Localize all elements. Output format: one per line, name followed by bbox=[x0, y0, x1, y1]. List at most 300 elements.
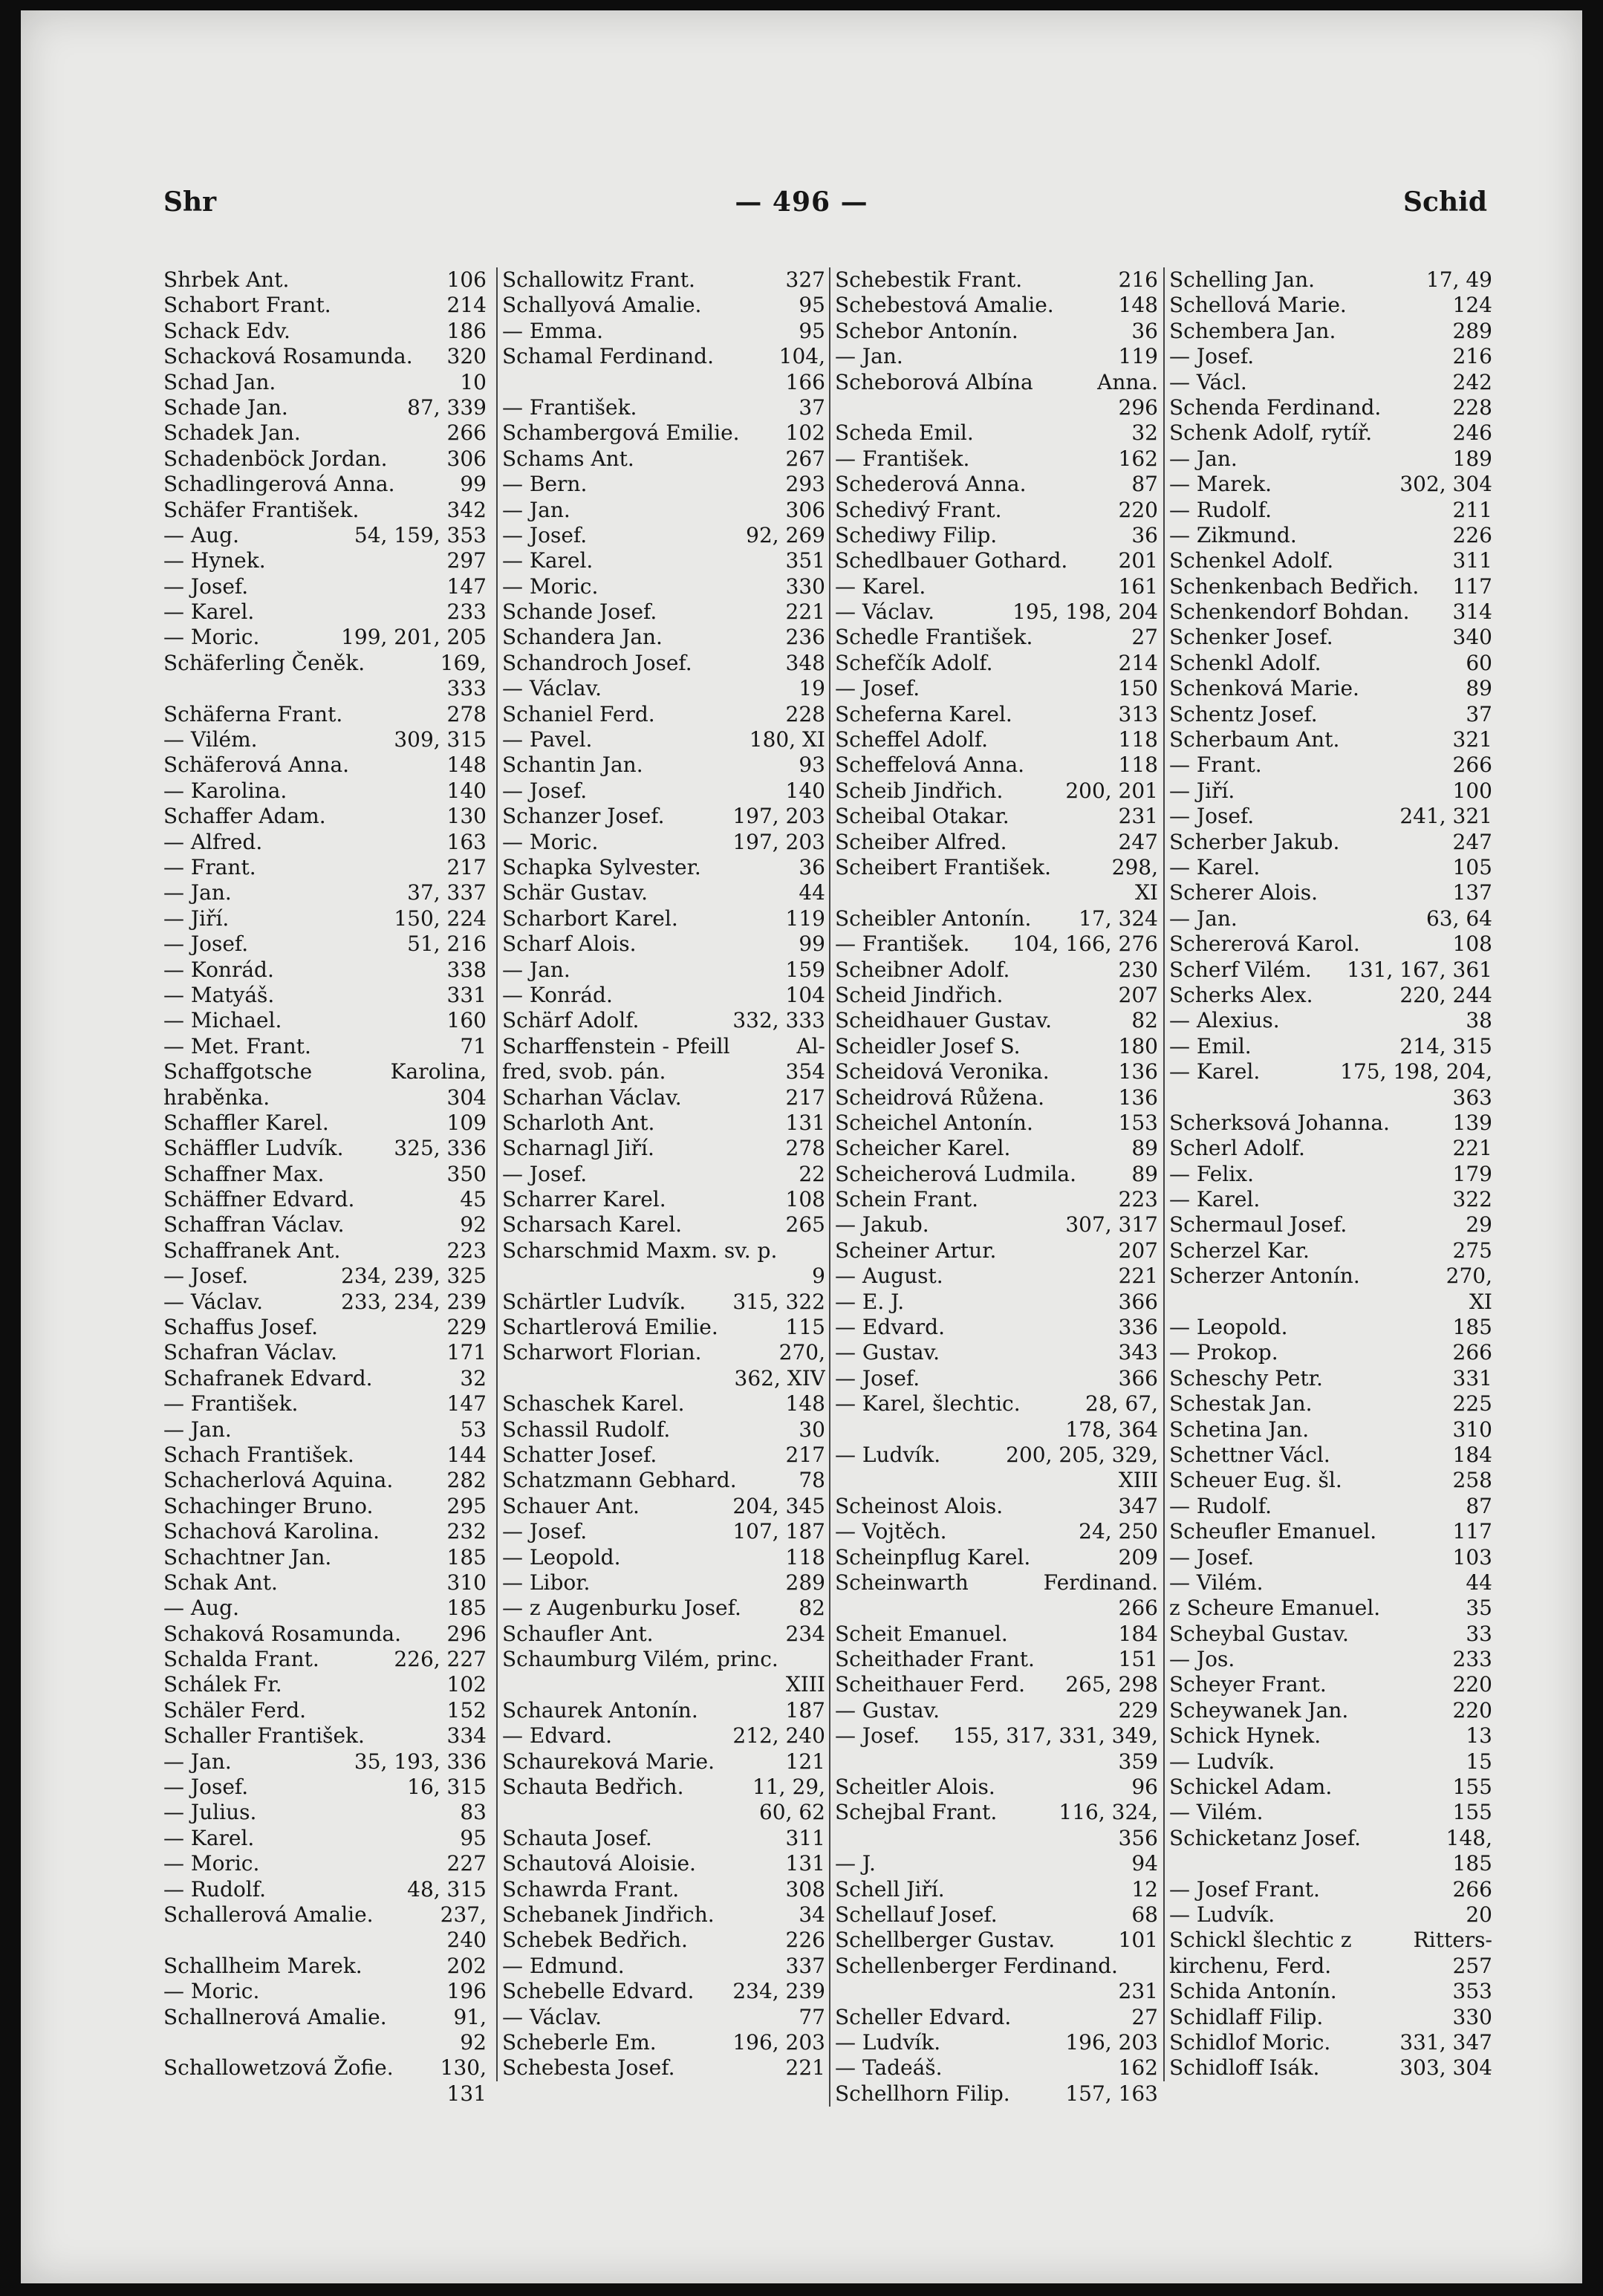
entry-pages: 140 bbox=[446, 778, 487, 803]
entry-pages: 99 bbox=[799, 931, 825, 957]
index-column-1 bbox=[163, 267, 487, 2107]
index-entry bbox=[835, 2055, 1158, 2081]
entry-name: Scherzel Kar. bbox=[1169, 1238, 1310, 1263]
entry-name: kirchenu, Ferd. bbox=[1169, 1953, 1332, 1978]
entry-pages: 196, 203 bbox=[732, 2029, 825, 2055]
index-entry bbox=[163, 880, 487, 905]
entry-name: — E. J. bbox=[835, 1289, 905, 1314]
index-entry bbox=[502, 1034, 825, 1059]
entry-name: — Rudolf. bbox=[163, 1876, 267, 1902]
index-entry bbox=[835, 1034, 1158, 1059]
entry-pages: 118 bbox=[1118, 727, 1158, 752]
index-entry bbox=[1169, 319, 1492, 344]
index-entry bbox=[835, 1290, 1158, 1315]
index-entry bbox=[163, 1622, 487, 1647]
index-entry bbox=[835, 1775, 1158, 1800]
entry-name: — Josef. bbox=[1169, 804, 1255, 829]
entry-pages: 185 bbox=[1452, 1315, 1492, 1340]
index-entry bbox=[502, 1902, 825, 1928]
entry-name: Schidlof Moric. bbox=[1169, 2029, 1331, 2055]
entry-name: Scharnagl Jiří. bbox=[502, 1136, 654, 1161]
index-entry bbox=[502, 727, 825, 752]
entry-pages: 331, 347 bbox=[1399, 2029, 1492, 2055]
entry-name: Scheiber Alfred. bbox=[835, 829, 1007, 854]
index-entry bbox=[502, 1698, 825, 1723]
entry-pages: 266 bbox=[1452, 752, 1492, 778]
index-entry bbox=[163, 1034, 487, 1059]
entry-name: — Josef. bbox=[835, 676, 920, 701]
entry-pages: 130 bbox=[446, 804, 487, 829]
entry-name: Schellová Marie. bbox=[1169, 293, 1347, 318]
entry-name: Scherl Adolf. bbox=[1169, 1136, 1305, 1161]
entry-name: Schedlbauer Gothard. bbox=[835, 548, 1068, 573]
entry-name: Schelling Jan. bbox=[1169, 267, 1316, 292]
entry-pages: 150 bbox=[1118, 676, 1158, 701]
entry-pages: 102 bbox=[785, 420, 825, 446]
entry-pages: 87, 339 bbox=[407, 394, 487, 420]
entry-pages: 332, 333 bbox=[732, 1008, 825, 1033]
entry-pages: 306 bbox=[446, 446, 487, 471]
entry-name: Schaková Rosamunda. bbox=[163, 1621, 401, 1646]
entry-name: — Rudolf. bbox=[1169, 497, 1272, 522]
entry-name: Schenkendorf Bohdan. bbox=[1169, 599, 1410, 625]
entry-name: Schambergová Emilie. bbox=[502, 420, 740, 446]
entry-name: — Karel. bbox=[1169, 1187, 1261, 1212]
entry-pages: 94 bbox=[1131, 1851, 1158, 1876]
entry-pages: 241, 321 bbox=[1399, 804, 1492, 829]
entry-name: Scheidrová Růžena. bbox=[835, 1084, 1045, 1110]
entry-name: Schär Gustav. bbox=[502, 880, 648, 905]
entry-name: Schäferová Anna. bbox=[163, 752, 350, 778]
entry-pages: 104, 166, 276 bbox=[1012, 931, 1158, 957]
entry-pages: 92 bbox=[460, 2029, 487, 2055]
entry-pages: 105 bbox=[1452, 854, 1492, 879]
entry-name: Schaniel Ferd. bbox=[502, 701, 655, 726]
entry-pages: 36 bbox=[1131, 522, 1158, 547]
entry-pages: 302, 304 bbox=[1399, 472, 1492, 497]
entry-pages: 296 bbox=[446, 1621, 487, 1646]
entry-pages: 180 bbox=[1118, 1033, 1158, 1058]
entry-name: Scheit Emanuel. bbox=[835, 1621, 1008, 1646]
entry-name: Schellberger Gustav. bbox=[835, 1928, 1056, 1953]
index-entry bbox=[1169, 804, 1492, 829]
entry-name: — Jan. bbox=[163, 880, 232, 905]
entry-pages: 17, 324 bbox=[1079, 905, 1158, 931]
entry-pages: 217 bbox=[785, 1084, 825, 1110]
entry-pages: 204, 345 bbox=[732, 1493, 825, 1518]
entry-pages: 95 bbox=[460, 1825, 487, 1850]
index-entry bbox=[502, 983, 825, 1008]
index-entry bbox=[1169, 599, 1492, 625]
entry-pages: 71 bbox=[460, 1033, 487, 1058]
entry-name: Schabort Frant. bbox=[163, 293, 331, 318]
entry-pages: 44 bbox=[1466, 1570, 1492, 1595]
entry-name: Schaschek Karel. bbox=[502, 1391, 685, 1417]
entry-name: — Gustav. bbox=[835, 1340, 940, 1365]
entry-pages: 159 bbox=[785, 957, 825, 982]
entry-name: Scheibner Adolf. bbox=[835, 957, 1010, 982]
entry-name: — Václav. bbox=[163, 1289, 263, 1314]
index-entry bbox=[835, 446, 1158, 472]
entry-pages: 221 bbox=[1118, 1264, 1158, 1289]
entry-name: Schadlingerová Anna. bbox=[163, 472, 395, 497]
entry-pages: 293 bbox=[785, 472, 825, 497]
page-header bbox=[21, 186, 1582, 231]
entry-pages: 144 bbox=[446, 1442, 487, 1467]
entry-pages: 233, 234, 239 bbox=[341, 1289, 487, 1314]
entry-pages: 13 bbox=[1466, 1723, 1492, 1749]
entry-name: Schauer Ant. bbox=[502, 1493, 640, 1518]
entry-name: Schaureková Marie. bbox=[502, 1749, 715, 1774]
entry-pages: 303, 304 bbox=[1399, 2055, 1492, 2081]
index-entry bbox=[1169, 1136, 1492, 1161]
index-entry bbox=[835, 1519, 1158, 1544]
entry-name: — Emma. bbox=[502, 318, 604, 343]
index-entry bbox=[835, 1723, 1158, 1749]
index-entry bbox=[502, 1800, 825, 1825]
index-entry bbox=[1169, 2055, 1492, 2081]
entry-name: Schefčík Adolf. bbox=[835, 650, 993, 675]
entry-pages: 106 bbox=[446, 267, 487, 292]
entry-name: Scharrer Karel. bbox=[502, 1187, 666, 1212]
entry-pages: 77 bbox=[799, 2004, 825, 2029]
entry-pages: 10 bbox=[460, 369, 487, 394]
entry-pages: 359 bbox=[1118, 1749, 1158, 1774]
entry-name: Schidloff Isák. bbox=[1169, 2055, 1320, 2081]
index-entry bbox=[1169, 1110, 1492, 1136]
entry-name: Scherf Vilém. bbox=[1169, 957, 1312, 982]
entry-name: — Karel, šlechtic. bbox=[835, 1391, 1021, 1417]
index-entry bbox=[835, 2030, 1158, 2055]
entry-name: Scharhan Václav. bbox=[502, 1084, 682, 1110]
index-entry bbox=[502, 804, 825, 829]
entry-name: — Moric. bbox=[163, 625, 260, 650]
index-entry bbox=[163, 1085, 487, 1110]
entry-name: Schachtner Jan. bbox=[163, 1544, 332, 1570]
index-entry bbox=[163, 344, 487, 369]
index-entry bbox=[163, 983, 487, 1008]
entry-pages: 102 bbox=[446, 1672, 487, 1697]
entry-name: Scharsach Karel. bbox=[502, 1212, 683, 1238]
entry-pages: 60 bbox=[1466, 650, 1492, 675]
entry-pages: 186 bbox=[446, 318, 487, 343]
entry-name: Schandroch Josef. bbox=[502, 650, 692, 675]
entry-pages: 162 bbox=[1118, 2055, 1158, 2081]
entry-name: Schatzmann Gebhard. bbox=[502, 1468, 737, 1493]
entry-name: — Josef. bbox=[163, 931, 249, 957]
entry-name: — Leopold. bbox=[1169, 1315, 1288, 1340]
index-entry bbox=[163, 1008, 487, 1033]
entry-name: Schauta Bedřich. bbox=[502, 1775, 684, 1800]
entry-pages: 151 bbox=[1118, 1647, 1158, 1672]
entry-pages: 169, bbox=[440, 650, 487, 675]
index-entry bbox=[163, 1391, 487, 1417]
entry-name: — J. bbox=[835, 1851, 876, 1876]
entry-name: Scheschy Petr. bbox=[1169, 1365, 1323, 1391]
index-entry bbox=[163, 625, 487, 650]
entry-name: — August. bbox=[835, 1264, 943, 1289]
entry-pages: 220 bbox=[1118, 497, 1158, 522]
entry-pages: 230 bbox=[1118, 957, 1158, 982]
index-entry bbox=[1169, 1340, 1492, 1365]
entry-name: Schaffranek Ant. bbox=[163, 1238, 341, 1263]
index-entry bbox=[1169, 651, 1492, 676]
entry-name: Schediwy Filip. bbox=[835, 522, 998, 547]
entry-pages: 366 bbox=[1118, 1365, 1158, 1391]
entry-name: — Josef. bbox=[163, 1775, 249, 1800]
entry-name: — Karel. bbox=[1169, 854, 1261, 879]
index-entry bbox=[163, 1647, 487, 1672]
index-entry bbox=[502, 420, 825, 446]
entry-pages: 32 bbox=[460, 1365, 487, 1391]
entry-name: hraběnka. bbox=[163, 1084, 270, 1110]
index-entry bbox=[1169, 1034, 1492, 1059]
entry-name: Schak Ant. bbox=[163, 1570, 278, 1595]
index-entry bbox=[163, 1596, 487, 1621]
index-entry bbox=[502, 702, 825, 727]
index-entry bbox=[1169, 1212, 1492, 1238]
entry-pages: XIII bbox=[785, 1672, 825, 1697]
index-entry bbox=[835, 1647, 1158, 1672]
entry-name: — Josef. bbox=[502, 778, 588, 803]
entry-pages: 356 bbox=[1118, 1825, 1158, 1850]
index-entry bbox=[163, 778, 487, 804]
entry-name: — Jan. bbox=[835, 344, 903, 369]
index-entry bbox=[163, 1723, 487, 1749]
index-column-4 bbox=[1163, 267, 1492, 2081]
index-entry bbox=[163, 957, 487, 983]
index-entry bbox=[835, 1187, 1158, 1212]
index-entry bbox=[1169, 1264, 1492, 1289]
index-entry bbox=[1169, 1672, 1492, 1697]
entry-pages: 131, 167, 361 bbox=[1347, 957, 1492, 982]
entry-pages: 153 bbox=[1118, 1110, 1158, 1135]
entry-name: Scharwort Florian. bbox=[502, 1340, 702, 1365]
entry-pages: 223 bbox=[1118, 1187, 1158, 1212]
entry-pages: 78 bbox=[799, 1468, 825, 1493]
entry-pages: 321 bbox=[1452, 727, 1492, 752]
index-entry bbox=[502, 395, 825, 420]
entry-pages: 200, 201 bbox=[1065, 778, 1158, 803]
entry-name: Schawrda Frant. bbox=[502, 1876, 680, 1902]
entry-pages: 234, 239, 325 bbox=[341, 1264, 487, 1289]
entry-pages: 221 bbox=[1452, 1136, 1492, 1161]
entry-pages: 140 bbox=[785, 778, 825, 803]
entry-name: Schentz Josef. bbox=[1169, 701, 1318, 726]
entry-pages: 19 bbox=[799, 676, 825, 701]
index-entry bbox=[163, 1570, 487, 1596]
index-entry bbox=[835, 1443, 1158, 1468]
entry-pages: 221 bbox=[785, 2055, 825, 2081]
entry-pages: 184 bbox=[1118, 1621, 1158, 1646]
entry-pages: 22 bbox=[799, 1161, 825, 1186]
entry-name: Scherber Jakub. bbox=[1169, 829, 1340, 854]
entry-pages: 232 bbox=[446, 1519, 487, 1544]
entry-name: — Prokop. bbox=[1169, 1340, 1278, 1365]
index-entry bbox=[502, 1417, 825, 1443]
entry-pages: Al- bbox=[796, 1033, 825, 1058]
entry-pages: 29 bbox=[1466, 1212, 1492, 1238]
index-entry bbox=[835, 931, 1158, 957]
entry-name: Schejbal Frant. bbox=[835, 1800, 998, 1825]
index-entry bbox=[163, 1826, 487, 1851]
entry-name: — Josef. bbox=[1169, 1544, 1255, 1570]
index-entry bbox=[1169, 2005, 1492, 2030]
entry-pages: 100 bbox=[1452, 778, 1492, 803]
index-entry bbox=[1169, 1826, 1492, 1851]
entry-name: Schärtler Ludvík. bbox=[502, 1289, 686, 1314]
entry-pages: 214, 315 bbox=[1399, 1033, 1492, 1058]
entry-name: — Jos. bbox=[1169, 1647, 1235, 1672]
entry-name: — Edvard. bbox=[502, 1723, 612, 1749]
index-entry bbox=[1169, 293, 1492, 318]
entry-name: Schedle František. bbox=[835, 625, 1033, 650]
entry-name: Schassil Rudolf. bbox=[502, 1417, 671, 1442]
entry-pages: 139 bbox=[1452, 1110, 1492, 1135]
entry-name: Schallyová Amalie. bbox=[502, 293, 702, 318]
entry-name: — Václ. bbox=[1169, 369, 1247, 394]
entry-name: Scheibal Otakar. bbox=[835, 804, 1009, 829]
entry-name: — Libor. bbox=[502, 1570, 591, 1595]
index-entry bbox=[502, 1238, 825, 1264]
entry-name: Scherzer Antonín. bbox=[1169, 1264, 1360, 1289]
index-entry bbox=[163, 2055, 487, 2081]
entry-name: Schärf Adolf. bbox=[502, 1008, 640, 1033]
index-entry bbox=[1169, 446, 1492, 472]
entry-pages: 92 bbox=[460, 1212, 487, 1238]
entry-pages: 225 bbox=[1452, 1391, 1492, 1417]
entry-name: Schebelle Edvard. bbox=[502, 1979, 695, 2004]
entry-name: Schestak Jan. bbox=[1169, 1391, 1313, 1417]
entry-pages: Ferdinand. bbox=[1043, 1570, 1158, 1595]
entry-pages: 34 bbox=[799, 1902, 825, 1927]
entry-name: Schenker Josef. bbox=[1169, 625, 1333, 650]
entry-pages: 51, 216 bbox=[407, 931, 487, 957]
entry-name: Schenk Adolf, rytíř. bbox=[1169, 420, 1373, 446]
entry-pages: 24, 250 bbox=[1079, 1519, 1158, 1544]
entry-pages: 353 bbox=[1452, 1979, 1492, 2004]
entry-name: Scheibler Antonín. bbox=[835, 905, 1032, 931]
entry-pages: 89 bbox=[1466, 676, 1492, 701]
entry-pages: 337 bbox=[785, 1953, 825, 1978]
index-entry bbox=[835, 1162, 1158, 1187]
entry-name: — Leopold. bbox=[502, 1544, 621, 1570]
index-entry bbox=[163, 1749, 487, 1775]
entry-name: — Moric. bbox=[502, 573, 599, 599]
entry-pages: 117 bbox=[1452, 1519, 1492, 1544]
entry-pages: 82 bbox=[799, 1596, 825, 1621]
entry-name: Schebanek Jindřich. bbox=[502, 1902, 715, 1927]
entry-pages: 92, 269 bbox=[746, 522, 825, 547]
entry-name: — Matyáš. bbox=[163, 982, 275, 1007]
index-entry bbox=[502, 2005, 825, 2030]
entry-name: Scharloth Ant. bbox=[502, 1110, 655, 1135]
index-entry bbox=[163, 676, 487, 701]
entry-pages: 330 bbox=[1452, 2004, 1492, 2029]
entry-name: Scheberle Em. bbox=[502, 2029, 657, 2055]
entry-pages: 36 bbox=[799, 854, 825, 879]
index-entry bbox=[1169, 855, 1492, 880]
entry-pages: 325, 336 bbox=[394, 1136, 487, 1161]
index-entry bbox=[1169, 1519, 1492, 1544]
entry-name: Schäferna Frant. bbox=[163, 701, 343, 726]
entry-pages: 221 bbox=[785, 599, 825, 625]
index-entry bbox=[163, 395, 487, 420]
index-entry bbox=[502, 498, 825, 523]
entry-name: Scheid Jindřich. bbox=[835, 982, 1004, 1007]
index-entry bbox=[502, 1366, 825, 1391]
index-entry bbox=[835, 293, 1158, 318]
index-entry bbox=[163, 906, 487, 931]
index-entry bbox=[163, 1851, 487, 1876]
index-entry bbox=[835, 752, 1158, 778]
entry-pages: 89 bbox=[1131, 1161, 1158, 1186]
entry-pages: 228 bbox=[785, 701, 825, 726]
entry-name: — Karel. bbox=[163, 1825, 255, 1850]
index-entry bbox=[502, 1928, 825, 1953]
index-entry bbox=[163, 1672, 487, 1697]
index-entry bbox=[1169, 830, 1492, 855]
entry-name: Schebesta Josef. bbox=[502, 2055, 675, 2081]
entry-pages: 258 bbox=[1452, 1468, 1492, 1493]
entry-name: — Ludvík. bbox=[1169, 1749, 1275, 1774]
index-entry bbox=[502, 1085, 825, 1110]
index-entry bbox=[1169, 1468, 1492, 1493]
entry-name: Schaffler Karel. bbox=[163, 1110, 329, 1135]
entry-name: Scharschmid Maxm. sv. p. bbox=[502, 1238, 778, 1263]
entry-pages: 236 bbox=[785, 625, 825, 650]
index-entry bbox=[835, 906, 1158, 931]
entry-pages: XIII bbox=[1118, 1468, 1158, 1493]
entry-name: Schebek Bedřich. bbox=[502, 1928, 688, 1953]
entry-name: — Frant. bbox=[163, 854, 256, 879]
index-entry bbox=[1169, 1545, 1492, 1570]
index-entry bbox=[163, 420, 487, 446]
entry-pages: 101 bbox=[1118, 1928, 1158, 1953]
entry-name: — Moric. bbox=[163, 1851, 260, 1876]
entry-pages: 220 bbox=[1452, 1697, 1492, 1723]
index-entry bbox=[1169, 880, 1492, 905]
entry-pages: XI bbox=[1135, 880, 1158, 905]
index-entry bbox=[1169, 1187, 1492, 1212]
entry-pages: 11, 29, bbox=[752, 1775, 825, 1800]
index-entry bbox=[163, 1494, 487, 1519]
entry-pages: 152 bbox=[446, 1697, 487, 1723]
index-entry bbox=[502, 752, 825, 778]
entry-name: Schandera Jan. bbox=[502, 625, 663, 650]
entry-name: Schachinger Bruno. bbox=[163, 1493, 374, 1518]
entry-pages: 63, 64 bbox=[1425, 905, 1492, 931]
entry-name: Schaffgotsche bbox=[163, 1059, 313, 1084]
index-entry bbox=[1169, 523, 1492, 548]
entry-name: — Ludvík. bbox=[835, 2029, 941, 2055]
index-entry bbox=[835, 395, 1158, 420]
entry-pages: 226, 227 bbox=[394, 1647, 487, 1672]
entry-pages: 216 bbox=[1118, 267, 1158, 292]
entry-name: — Jan. bbox=[163, 1749, 232, 1774]
entry-name: — Felix. bbox=[1169, 1161, 1254, 1186]
index-entry bbox=[502, 267, 825, 293]
index-entry bbox=[835, 804, 1158, 829]
index-entry bbox=[1169, 1366, 1492, 1391]
entry-pages: 82 bbox=[1131, 1008, 1158, 1033]
entry-name: — Marek. bbox=[1169, 472, 1272, 497]
entry-pages: 104, bbox=[778, 344, 825, 369]
entry-pages: 150, 224 bbox=[394, 905, 487, 931]
entry-pages: 307, 317 bbox=[1065, 1212, 1158, 1238]
entry-pages: 278 bbox=[446, 701, 487, 726]
entry-pages: 45 bbox=[460, 1187, 487, 1212]
